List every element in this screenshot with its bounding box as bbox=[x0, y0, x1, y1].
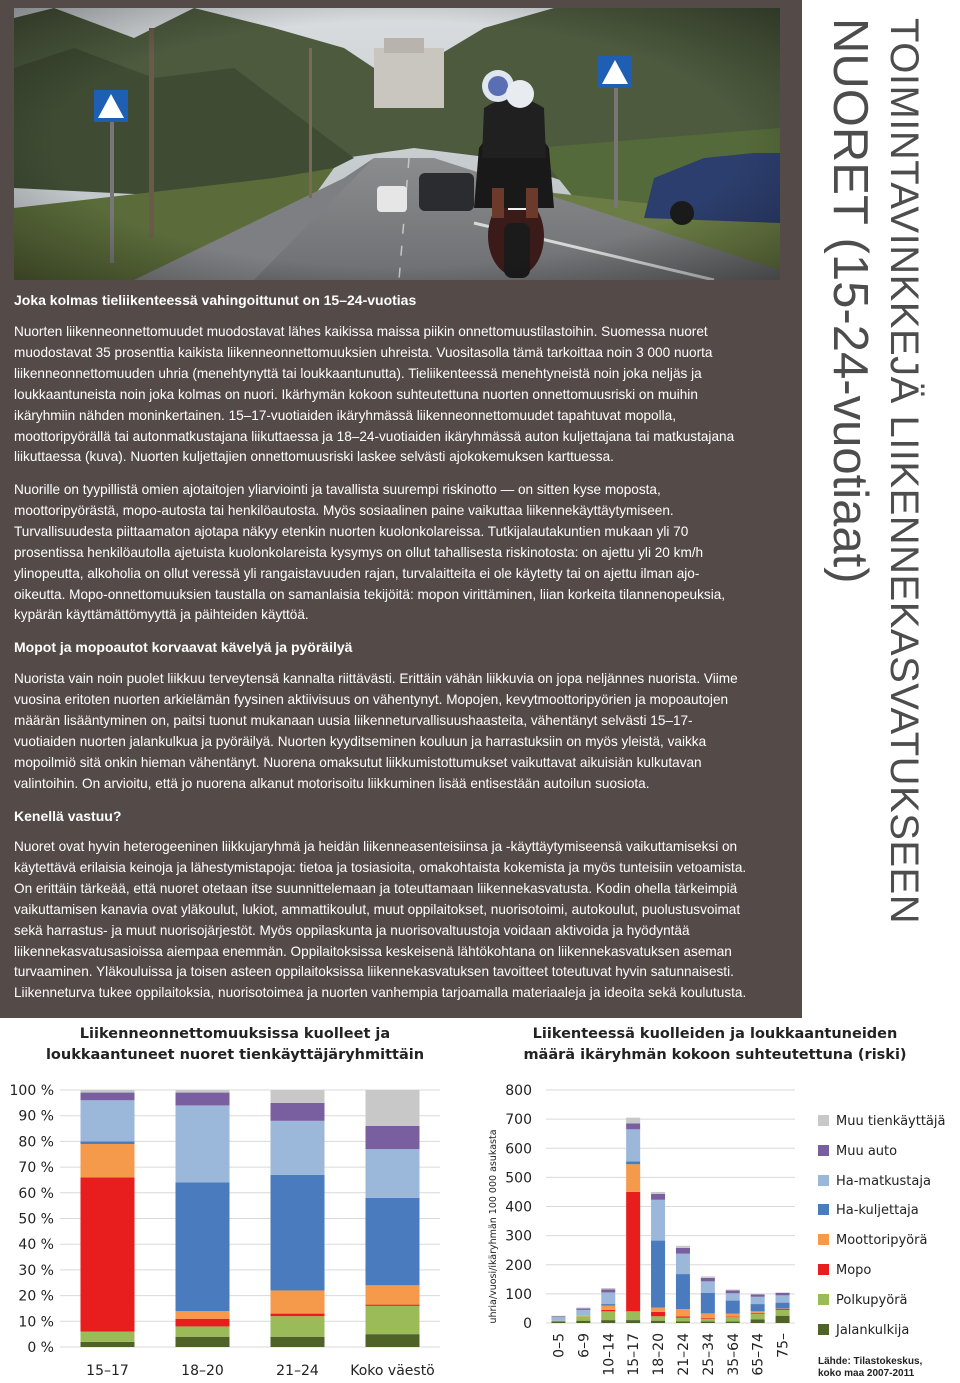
text-line: muodostavat 35 prosenttia kaikista liikenneonnettomuuksien uhreista. Vuositasolla tämä tarkoittaa noin 3 000 nuorta bbox=[14, 344, 713, 360]
bar-segment-ha-matkustaja bbox=[751, 1297, 765, 1304]
heading-young-injured: Joka kolmas tieliikenteessä vahingoittunut on 15–24-vuotias bbox=[14, 292, 417, 308]
legend-item-ha-matkustaja bbox=[818, 1174, 931, 1189]
y-tick-label: 40 % bbox=[18, 1237, 54, 1254]
x-tick-label: 6–9 bbox=[576, 1333, 593, 1358]
legend-item-ha-kuljettaja bbox=[818, 1203, 919, 1218]
y-tick-label: 90 % bbox=[18, 1108, 54, 1125]
paragraph-4 bbox=[14, 837, 790, 1004]
side-title-nuoret: NUORET (15-24-vuotiaat) bbox=[823, 18, 877, 584]
bar-segment-ha-matkustaja bbox=[676, 1254, 690, 1274]
text-line: kypärän käyttämättömyyttä ja päihteiden käyttöä. bbox=[14, 607, 309, 623]
y-tick-label: 60 % bbox=[18, 1185, 54, 1202]
bar-segment-muu-tienkäyttäjä bbox=[366, 1090, 420, 1126]
bar-segment-moottoripyörä bbox=[176, 1311, 230, 1319]
bar-segment-muu-auto bbox=[81, 1093, 135, 1101]
text-line: Nuorten liikenneonnettomuudet muodostavat lähes kaikissa maissa piikin onnettomuustilastoihin. Suomessa nuoret bbox=[14, 324, 708, 339]
bar-segment-ha-kuljettaja bbox=[81, 1141, 135, 1144]
bar-segment-mopo bbox=[776, 1309, 790, 1310]
bar-segment-mopo bbox=[366, 1305, 420, 1306]
legend-swatch bbox=[818, 1324, 829, 1335]
legend-item-mopo bbox=[818, 1263, 871, 1278]
text-line: määrän lisääntyminen on, paitsi tuonut mukanaan uusia liikenneturvallisuushaasteita, vähentänyt selvästi 15–17- bbox=[14, 712, 693, 728]
bar-segment-muu-tienkäyttäjä bbox=[751, 1294, 765, 1295]
chart2-title-line2: määrä ikäryhmän kokoon suhteutettuna (riski) bbox=[523, 1047, 907, 1063]
legend-item-polkupyörä bbox=[818, 1293, 908, 1308]
text-line: moottoripyörällä tai autonmatkustajana liikuttaessa ja 18–24-vuotiaiden ikäryhmässä auton kuljettajana tai matkustajana bbox=[14, 428, 735, 444]
bar-segment-muu-auto bbox=[676, 1248, 690, 1254]
bar-segment-mopo bbox=[651, 1312, 665, 1316]
y-tick-label: 70 % bbox=[18, 1160, 54, 1177]
bar-segment-muu-tienkäyttäjä bbox=[176, 1090, 230, 1093]
bar-segment-muu-tienkäyttäjä bbox=[271, 1090, 325, 1103]
bar-segment-polkupyörä bbox=[626, 1311, 640, 1320]
bar-segment-polkupyörä bbox=[366, 1306, 420, 1334]
text-line: On erittäin tärkeää, että nuoret otetaan itse suunnittelemaan ja toteuttamaan liikennekasvatusta. Kodin ohella tärkeimpiä bbox=[14, 880, 738, 896]
y-tick-label: 400 bbox=[505, 1199, 532, 1216]
legend-label: Ha-matkustaja bbox=[836, 1173, 931, 1189]
y-tick-label: 300 bbox=[505, 1228, 532, 1245]
bar-segment-jalankulkija bbox=[751, 1320, 765, 1323]
bar-segment-ha-kuljettaja bbox=[726, 1301, 740, 1314]
bar-segment-jalankulkija bbox=[601, 1320, 615, 1323]
bar-segment-mopo bbox=[176, 1319, 230, 1327]
text-line: vaikuttamisen kanavia ovat yläkoulut, lukiot, ammattikoulut, muut oppilaitokset, nuorisotoimi, autokoulut, puolustusvoimat bbox=[14, 901, 741, 917]
bar-segment-moottoripyörä bbox=[626, 1164, 640, 1192]
x-tick-label: 21–24 bbox=[675, 1333, 692, 1376]
bar-segment-muu-auto bbox=[366, 1126, 420, 1149]
bar-segment-polkupyörä bbox=[776, 1310, 790, 1316]
bar-segment-polkupyörä bbox=[81, 1332, 135, 1342]
y-tick-label: 800 bbox=[505, 1083, 532, 1099]
text-line: sekä harrastus- ja muut nuorisojärjestöt. Myös oppilaskunta ja nuorisovaltuustoja voidaan aktivoida ja hyödyntää bbox=[14, 922, 690, 938]
bar-segment-jalankulkija bbox=[551, 1322, 565, 1323]
bar-segment-muu-tienkäyttäjä bbox=[626, 1118, 640, 1124]
bar-segment-ha-matkustaja bbox=[651, 1200, 665, 1241]
bar-segment-ha-matkustaja bbox=[601, 1292, 615, 1304]
chart2-title bbox=[505, 1024, 925, 1066]
bar-segment-jalankulkija bbox=[776, 1316, 790, 1323]
chart1-title-line1: Liikenneonnettomuuksissa kuolleet ja bbox=[79, 1026, 391, 1042]
bar-segment-muu-auto bbox=[726, 1290, 740, 1293]
chart-user-groups-percent bbox=[0, 1075, 460, 1383]
bar-segment-moottoripyörä bbox=[726, 1314, 740, 1317]
legend-swatch bbox=[818, 1175, 829, 1186]
bar-segment-ha-kuljettaja bbox=[751, 1304, 765, 1311]
bar-segment-muu-auto bbox=[651, 1194, 665, 1200]
bar-segment-polkupyörä bbox=[176, 1326, 230, 1336]
bar-segment-mopo bbox=[601, 1310, 615, 1311]
legend-label: Jalankulkija bbox=[836, 1322, 910, 1338]
heading-responsibility: Kenellä vastuu? bbox=[14, 808, 122, 824]
x-tick-label: 18–20 bbox=[181, 1363, 224, 1379]
bar-segment-ha-matkustaja bbox=[576, 1310, 590, 1316]
legend-swatch bbox=[818, 1294, 829, 1305]
bar-segment-muu-tienkäyttäjä bbox=[601, 1288, 615, 1289]
photo-motorcycle-road bbox=[14, 8, 780, 280]
bar-segment-muu-auto bbox=[751, 1294, 765, 1296]
source-line1: Lähde: Tilastokeskus, bbox=[818, 1356, 923, 1367]
bar-segment-moottoripyörä bbox=[701, 1313, 715, 1317]
text-line: Nuorille on tyypillistä omien ajotaitojen yliarviointi ja tavallista suurempi riskinotto — on sitten kyse moposta, bbox=[14, 482, 661, 497]
text-line: Turvallisuudesta piittaamaton ajotapa näkyy etenkin nuorten kuolonkolareissa. Tutkijalautakuntien mukaan yli 70 bbox=[14, 523, 689, 539]
y-tick-label: 600 bbox=[505, 1141, 532, 1158]
bar-segment-jalankulkija bbox=[626, 1320, 640, 1323]
bar-segment-muu-auto bbox=[176, 1093, 230, 1106]
bar-segment-polkupyörä bbox=[676, 1318, 690, 1321]
bar-segment-moottoripyörä bbox=[651, 1308, 665, 1312]
bar-segment-moottoripyörä bbox=[576, 1316, 590, 1317]
bar-segment-muu-auto bbox=[626, 1123, 640, 1129]
y-tick-label: 20 % bbox=[18, 1288, 54, 1305]
bar-segment-ha-matkustaja bbox=[776, 1295, 790, 1302]
text-line: mopoilmiö sitä onkin hieman vähentänyt. Nuorena omaksutut liikkumistottumukset vaikuttavat aikuisiän kulkutavan bbox=[14, 754, 702, 770]
text-line: liikennekasvatusasioissa aiempaa enemmän. Oppilaitoksissa keskeisenä lähtökohtana on liikennekasvatuksen aseman bbox=[14, 943, 732, 959]
bar-segment-muu-tienkäyttäjä bbox=[676, 1246, 690, 1248]
legend-label: Muu tienkäyttäjä bbox=[836, 1114, 946, 1129]
bar-segment-moottoripyörä bbox=[601, 1306, 615, 1310]
bar-segment-ha-matkustaja bbox=[726, 1293, 740, 1300]
text-line: oikeutta. Mopo-onnettomuuksien taustalla on samanlaisia tekijöitä: mopon virittäminen, liian korkeita tilannenopeuksia, bbox=[14, 586, 726, 602]
legend-swatch bbox=[818, 1234, 829, 1245]
paragraph-2 bbox=[14, 480, 790, 626]
bar-segment-ha-kuljettaja bbox=[176, 1183, 230, 1312]
y-tick-label: 50 % bbox=[18, 1211, 54, 1228]
bar-segment-muu-auto bbox=[576, 1308, 590, 1309]
bar-segment-ha-kuljettaja bbox=[651, 1241, 665, 1308]
text-line: valintoihin. On arvioitu, että jo nuorena alkanut motorisoitu liikkuminen lisää entisestään autoilun suosiota. bbox=[14, 775, 650, 791]
text-line: liikuttaessa (kuva). Nuorten kuljettajien onnettomuusriski laskee selvästi ajokokemuksen karttuessa. bbox=[14, 449, 614, 465]
side-title-toimintavinkkeja: TOIMINTAVINKKEJÄ LIIKENNEKASVATUKSEEN bbox=[882, 18, 926, 925]
x-tick-label: Koko väestö bbox=[350, 1363, 435, 1379]
bar-segment-muu-auto bbox=[271, 1103, 325, 1121]
x-tick-label: 21–24 bbox=[276, 1363, 319, 1379]
legend-item-muu-tienkäyttäjä bbox=[818, 1114, 945, 1129]
paragraph-3 bbox=[14, 669, 790, 794]
x-tick-label: 75– bbox=[775, 1333, 792, 1358]
text-line: vuosina eritoten nuorten arkielämän fyysinen aktiivisuus on vähentynyt. Mopojen, kevytmoottoripyörien ja mopoautojen bbox=[14, 691, 729, 707]
bar-segment-muu-auto bbox=[601, 1290, 615, 1293]
y-tick-label: 700 bbox=[505, 1112, 532, 1129]
heading-responsibility-block bbox=[14, 806, 790, 827]
bar-segment-ha-matkustaja bbox=[81, 1100, 135, 1141]
y-tick-label: 0 % bbox=[27, 1340, 54, 1356]
bar-segment-ha-matkustaja bbox=[271, 1121, 325, 1175]
y-tick-label: 80 % bbox=[18, 1134, 54, 1151]
bar-segment-muu-auto bbox=[776, 1293, 790, 1295]
legend-label: Moottoripyörä bbox=[836, 1233, 928, 1249]
bar-segment-polkupyörä bbox=[271, 1316, 325, 1337]
bar-segment-mopo bbox=[676, 1316, 690, 1317]
bar-segment-ha-matkustaja bbox=[626, 1129, 640, 1161]
legend-swatch bbox=[818, 1204, 829, 1215]
y-tick-label: 100 bbox=[505, 1286, 532, 1303]
chart-risk-by-age bbox=[470, 1075, 810, 1383]
y-tick-label: 100 % bbox=[9, 1083, 54, 1099]
text-line: vuotiaiden nuorten jalankulkua ja pyöräilyä. Nuorten kyyditseminen kouluun ja harrastuksiin on myös yleistä, vaikka bbox=[14, 733, 707, 749]
chart2-title-line1: Liikenteessä kuolleiden ja loukkaantuneiden bbox=[532, 1026, 898, 1042]
text-line: liikenneonnettomuuden uhria (menehtynyttä tai loukkaantunutta). Tieliikenteessä menehtyneistä noin joka neljäs ja bbox=[14, 365, 702, 381]
bar-segment-ha-kuljettaja bbox=[776, 1303, 790, 1309]
x-tick-label: 10–14 bbox=[601, 1333, 618, 1376]
bar-segment-jalankulkija bbox=[726, 1322, 740, 1323]
bar-segment-moottoripyörä bbox=[81, 1144, 135, 1177]
bar-segment-moottoripyörä bbox=[271, 1290, 325, 1313]
bar-segment-ha-kuljettaja bbox=[366, 1198, 420, 1285]
text-line: Liikenneturva tukee oppilaitoksia, nuorisotoimea ja nuorten vanhempia tarjoamalla materiaaleja ja ideoita sekä koulutusta. bbox=[14, 985, 747, 1001]
text-line: Nuorista vain noin puolet liikkuu terveytensä kannalta riittävästi. Erittäin vähän liikkuvia on jopa neljännes nuorista. Viime bbox=[14, 671, 738, 686]
bar-segment-polkupyörä bbox=[751, 1314, 765, 1320]
bar-segment-mopo bbox=[751, 1313, 765, 1314]
bar-segment-muu-tienkäyttäjä bbox=[701, 1276, 715, 1277]
bar-segment-jalankulkija bbox=[81, 1342, 135, 1347]
bar-segment-muu-tienkäyttäjä bbox=[576, 1308, 590, 1309]
heading-mopeds-block bbox=[14, 637, 790, 658]
bar-segment-muu-tienkäyttäjä bbox=[551, 1316, 565, 1317]
bar-segment-ha-matkustaja bbox=[701, 1281, 715, 1293]
bar-segment-mopo bbox=[626, 1192, 640, 1311]
bar-segment-jalankulkija bbox=[701, 1322, 715, 1323]
source-note bbox=[818, 1356, 922, 1380]
x-tick-label: 0–5 bbox=[551, 1333, 568, 1358]
bar-segment-ha-kuljettaja bbox=[626, 1161, 640, 1164]
bar-segment-moottoripyörä bbox=[366, 1285, 420, 1304]
bar-segment-ha-matkustaja bbox=[176, 1105, 230, 1182]
bar-segment-muu-tienkäyttäjä bbox=[81, 1090, 135, 1093]
bar-segment-polkupyörä bbox=[701, 1319, 715, 1322]
text-line: ylinopeutta, alkoholia on ollut veressä yli rangaistavuuden rajan, turvalaitteita ei ole käytetty tai on ajettu ilman ajo- bbox=[14, 565, 700, 581]
article-body bbox=[14, 290, 790, 311]
legend-label: Ha-kuljettaja bbox=[836, 1203, 919, 1219]
x-tick-label: 15–17 bbox=[626, 1333, 643, 1376]
y-tick-label: 30 % bbox=[18, 1262, 54, 1279]
legend-label: Mopo bbox=[836, 1263, 872, 1278]
source-line2: koko maa 2007-2011 bbox=[818, 1368, 915, 1379]
text-line: käytettävä erilaisia keinoja ja lähestymistapoja: tietoa ja tosiasioita, omakohtaista kokemista ja myös tunteisiin vetoamista. bbox=[14, 859, 747, 875]
x-tick-label: 18–20 bbox=[651, 1333, 668, 1376]
chart1-title bbox=[30, 1024, 440, 1066]
bar-segment-polkupyörä bbox=[651, 1316, 665, 1320]
legend-item-jalankulkija bbox=[818, 1323, 909, 1338]
text-line: ikäryhmiin nähden moninkertainen. 15–17-vuotiaiden ikäryhmässä liikenneonnettomuudet tapahtuvat mopolla, bbox=[14, 407, 676, 423]
text-line: Nuoret ovat hyvin heterogeeninen liikkujaryhmä ja heidän liikenneasenteisiinsa ja -käyttäytymiseensä vaikuttamiseksi on bbox=[14, 839, 738, 854]
bar-segment-jalankulkija bbox=[176, 1337, 230, 1347]
bar-segment-jalankulkija bbox=[366, 1334, 420, 1347]
bar-segment-moottoripyörä bbox=[676, 1309, 690, 1316]
y-tick-label: 10 % bbox=[18, 1314, 54, 1331]
bar-segment-polkupyörä bbox=[726, 1317, 740, 1321]
y-tick-label: 200 bbox=[505, 1257, 532, 1274]
y-tick-label: 500 bbox=[505, 1170, 532, 1187]
legend-swatch bbox=[818, 1264, 829, 1275]
bar-segment-polkupyörä bbox=[576, 1316, 590, 1320]
bar-segment-muu-auto bbox=[701, 1278, 715, 1281]
bar-segment-ha-kuljettaja bbox=[701, 1293, 715, 1313]
legend-item-muu-auto bbox=[818, 1144, 897, 1159]
bar-segment-jalankulkija bbox=[576, 1321, 590, 1323]
paragraph-1 bbox=[14, 322, 790, 468]
text-line: turvaaminen. Yläkouluissa ja toisen asteen oppilaitoksissa liikennekasvatuksen tavoitteet toteutuvat hyvin satunnaisesti. bbox=[14, 964, 734, 980]
bar-segment-ha-matkustaja bbox=[366, 1149, 420, 1198]
legend-label: Polkupyörä bbox=[836, 1292, 908, 1308]
bar-segment-moottoripyörä bbox=[751, 1311, 765, 1312]
x-tick-label: 65–74 bbox=[750, 1333, 767, 1376]
bar-segment-mopo bbox=[81, 1177, 135, 1331]
x-tick-label: 25–34 bbox=[700, 1333, 717, 1376]
bar-segment-muu-auto bbox=[551, 1316, 565, 1317]
legend-swatch bbox=[818, 1145, 829, 1156]
bar-segment-muu-tienkäyttäjä bbox=[651, 1192, 665, 1194]
bar-segment-moottoripyörä bbox=[776, 1308, 790, 1309]
heading-mopeds: Mopot ja mopoautot korvaavat kävelyä ja pyöräilyä bbox=[14, 639, 353, 655]
bar-segment-ha-matkustaja bbox=[551, 1317, 565, 1320]
bar-segment-jalankulkija bbox=[651, 1321, 665, 1323]
bar-segment-ha-kuljettaja bbox=[271, 1175, 325, 1291]
text-line: moottoripyörästä, mopo-autosta tai henkilöautosta. Myös sosiaalinen paine vaikuttaa liikennekäyttäytymiseen. bbox=[14, 502, 674, 518]
bar-segment-muu-tienkäyttäjä bbox=[776, 1292, 790, 1293]
x-tick-label: 35–64 bbox=[725, 1333, 742, 1376]
bar-segment-mopo bbox=[726, 1317, 740, 1318]
y-axis-label: uhria/vuosi/ikäryhmän 100 000 asukasta bbox=[488, 1129, 499, 1324]
legend-swatch bbox=[818, 1115, 829, 1126]
x-tick-label: 15–17 bbox=[86, 1363, 129, 1379]
bar-segment-jalankulkija bbox=[271, 1337, 325, 1347]
text-line: loukkaantuneista noin joka kolmas on nuori. Ikärhymän kokoon suhteutettuna nuorten onnettomuusriski on muihin bbox=[14, 386, 698, 402]
bar-segment-muu-tienkäyttäjä bbox=[726, 1290, 740, 1291]
legend-label: Muu auto bbox=[836, 1143, 898, 1159]
bar-segment-polkupyörä bbox=[601, 1311, 615, 1320]
bar-segment-polkupyörä bbox=[551, 1321, 565, 1322]
bar-segment-mopo bbox=[701, 1318, 715, 1319]
y-tick-label: 0 bbox=[523, 1316, 532, 1332]
bar-segment-ha-kuljettaja bbox=[601, 1304, 615, 1305]
legend-item-moottoripyörä bbox=[818, 1233, 927, 1248]
bar-segment-jalankulkija bbox=[676, 1321, 690, 1323]
bar-segment-mopo bbox=[271, 1314, 325, 1317]
text-line: prosentissa henkilöautolla ajetuista kuolonkolareista kysymys on ollut tahallisesta riskinotosta: on ajettu yli 20 km/h bbox=[14, 544, 704, 560]
chart1-title-line2: loukkaantuneet nuoret tienkäyttäjäryhmittäin bbox=[45, 1047, 425, 1063]
bar-segment-ha-kuljettaja bbox=[676, 1274, 690, 1309]
